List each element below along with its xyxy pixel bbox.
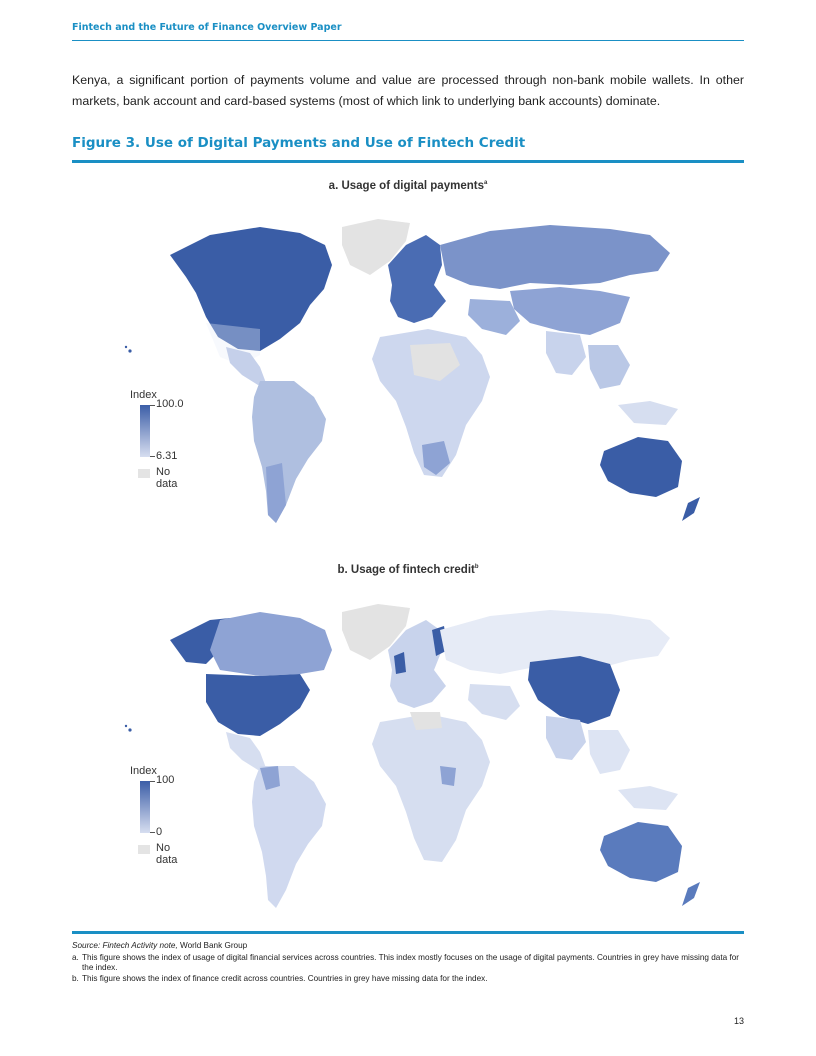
running-header: Fintech and the Future of Finance Overview Paper xyxy=(72,22,342,33)
panel-a-title: a. Usage of digital payments$^a$ xyxy=(328,180,488,192)
legend-min-label: 0 xyxy=(156,826,163,838)
australia xyxy=(600,437,700,521)
source-italic: Source: Fintech Activity note, xyxy=(72,941,178,950)
note-label: a. xyxy=(72,952,79,962)
legend-title: Index xyxy=(130,765,157,777)
legend-color-scale xyxy=(140,405,150,457)
note-text: This figure shows the index of usage of digital financial services across countries. This index mostly focuses on the usage of digital payments. Countries in grey have missing data for the index. xyxy=(82,952,740,972)
legend-no-data-label: No data xyxy=(156,842,178,866)
figure-title: Figure 3. Use of Digital Payments and Use of Fintech Credit xyxy=(72,135,526,151)
hawaii xyxy=(125,346,132,353)
legend-tick-min xyxy=(150,456,155,457)
legend-no-data-swatch xyxy=(138,469,150,478)
map-fintech-credit xyxy=(110,590,720,920)
panel-b-title: b. Usage of fintech credit$^b$ xyxy=(337,564,479,576)
note-a xyxy=(72,953,744,974)
north-america xyxy=(170,227,332,365)
legend-max-label: 100.0 xyxy=(156,398,184,410)
south-america xyxy=(252,766,326,908)
legend-tick-max xyxy=(150,405,155,406)
note-label: b. xyxy=(72,973,79,983)
legend-min-label: 6.31 xyxy=(156,450,178,462)
legend-title: Index xyxy=(130,389,157,401)
figure-rule-top xyxy=(72,160,744,163)
panel-b-note-mark: b xyxy=(474,564,479,571)
legend-color-scale xyxy=(140,781,150,833)
note-b xyxy=(72,974,744,985)
legend-no-data-swatch xyxy=(138,845,150,854)
australia xyxy=(600,822,700,906)
source-rest: World Bank Group xyxy=(177,941,248,950)
north-america xyxy=(170,612,332,736)
south-america xyxy=(252,381,326,523)
hawaii xyxy=(125,725,132,732)
legend-no-data-label: No data xyxy=(156,466,178,490)
note-text: This figure shows the index of finance credit across countries. Countries in grey have missing data for the index. xyxy=(82,973,488,983)
figure-rule-bottom xyxy=(72,931,744,934)
legend-tick-max xyxy=(150,781,155,782)
africa xyxy=(372,712,490,862)
panel-a-note-mark: a xyxy=(483,180,488,187)
header-rule xyxy=(72,40,744,41)
map-digital-payments xyxy=(110,205,720,535)
body-paragraph: Kenya, a significant portion of payments volume and value are processed through non-bank mobile wallets. In other markets, bank account and card-based systems (most of which link to underlying bank accounts) dominate. xyxy=(72,73,744,108)
figure-notes xyxy=(72,941,744,984)
legend-tick-min xyxy=(150,832,155,833)
africa xyxy=(372,329,490,477)
page-number: 13 xyxy=(733,1016,744,1026)
source-line xyxy=(72,941,744,952)
central-america xyxy=(226,732,266,770)
legend-max-label: 100 xyxy=(156,774,175,786)
